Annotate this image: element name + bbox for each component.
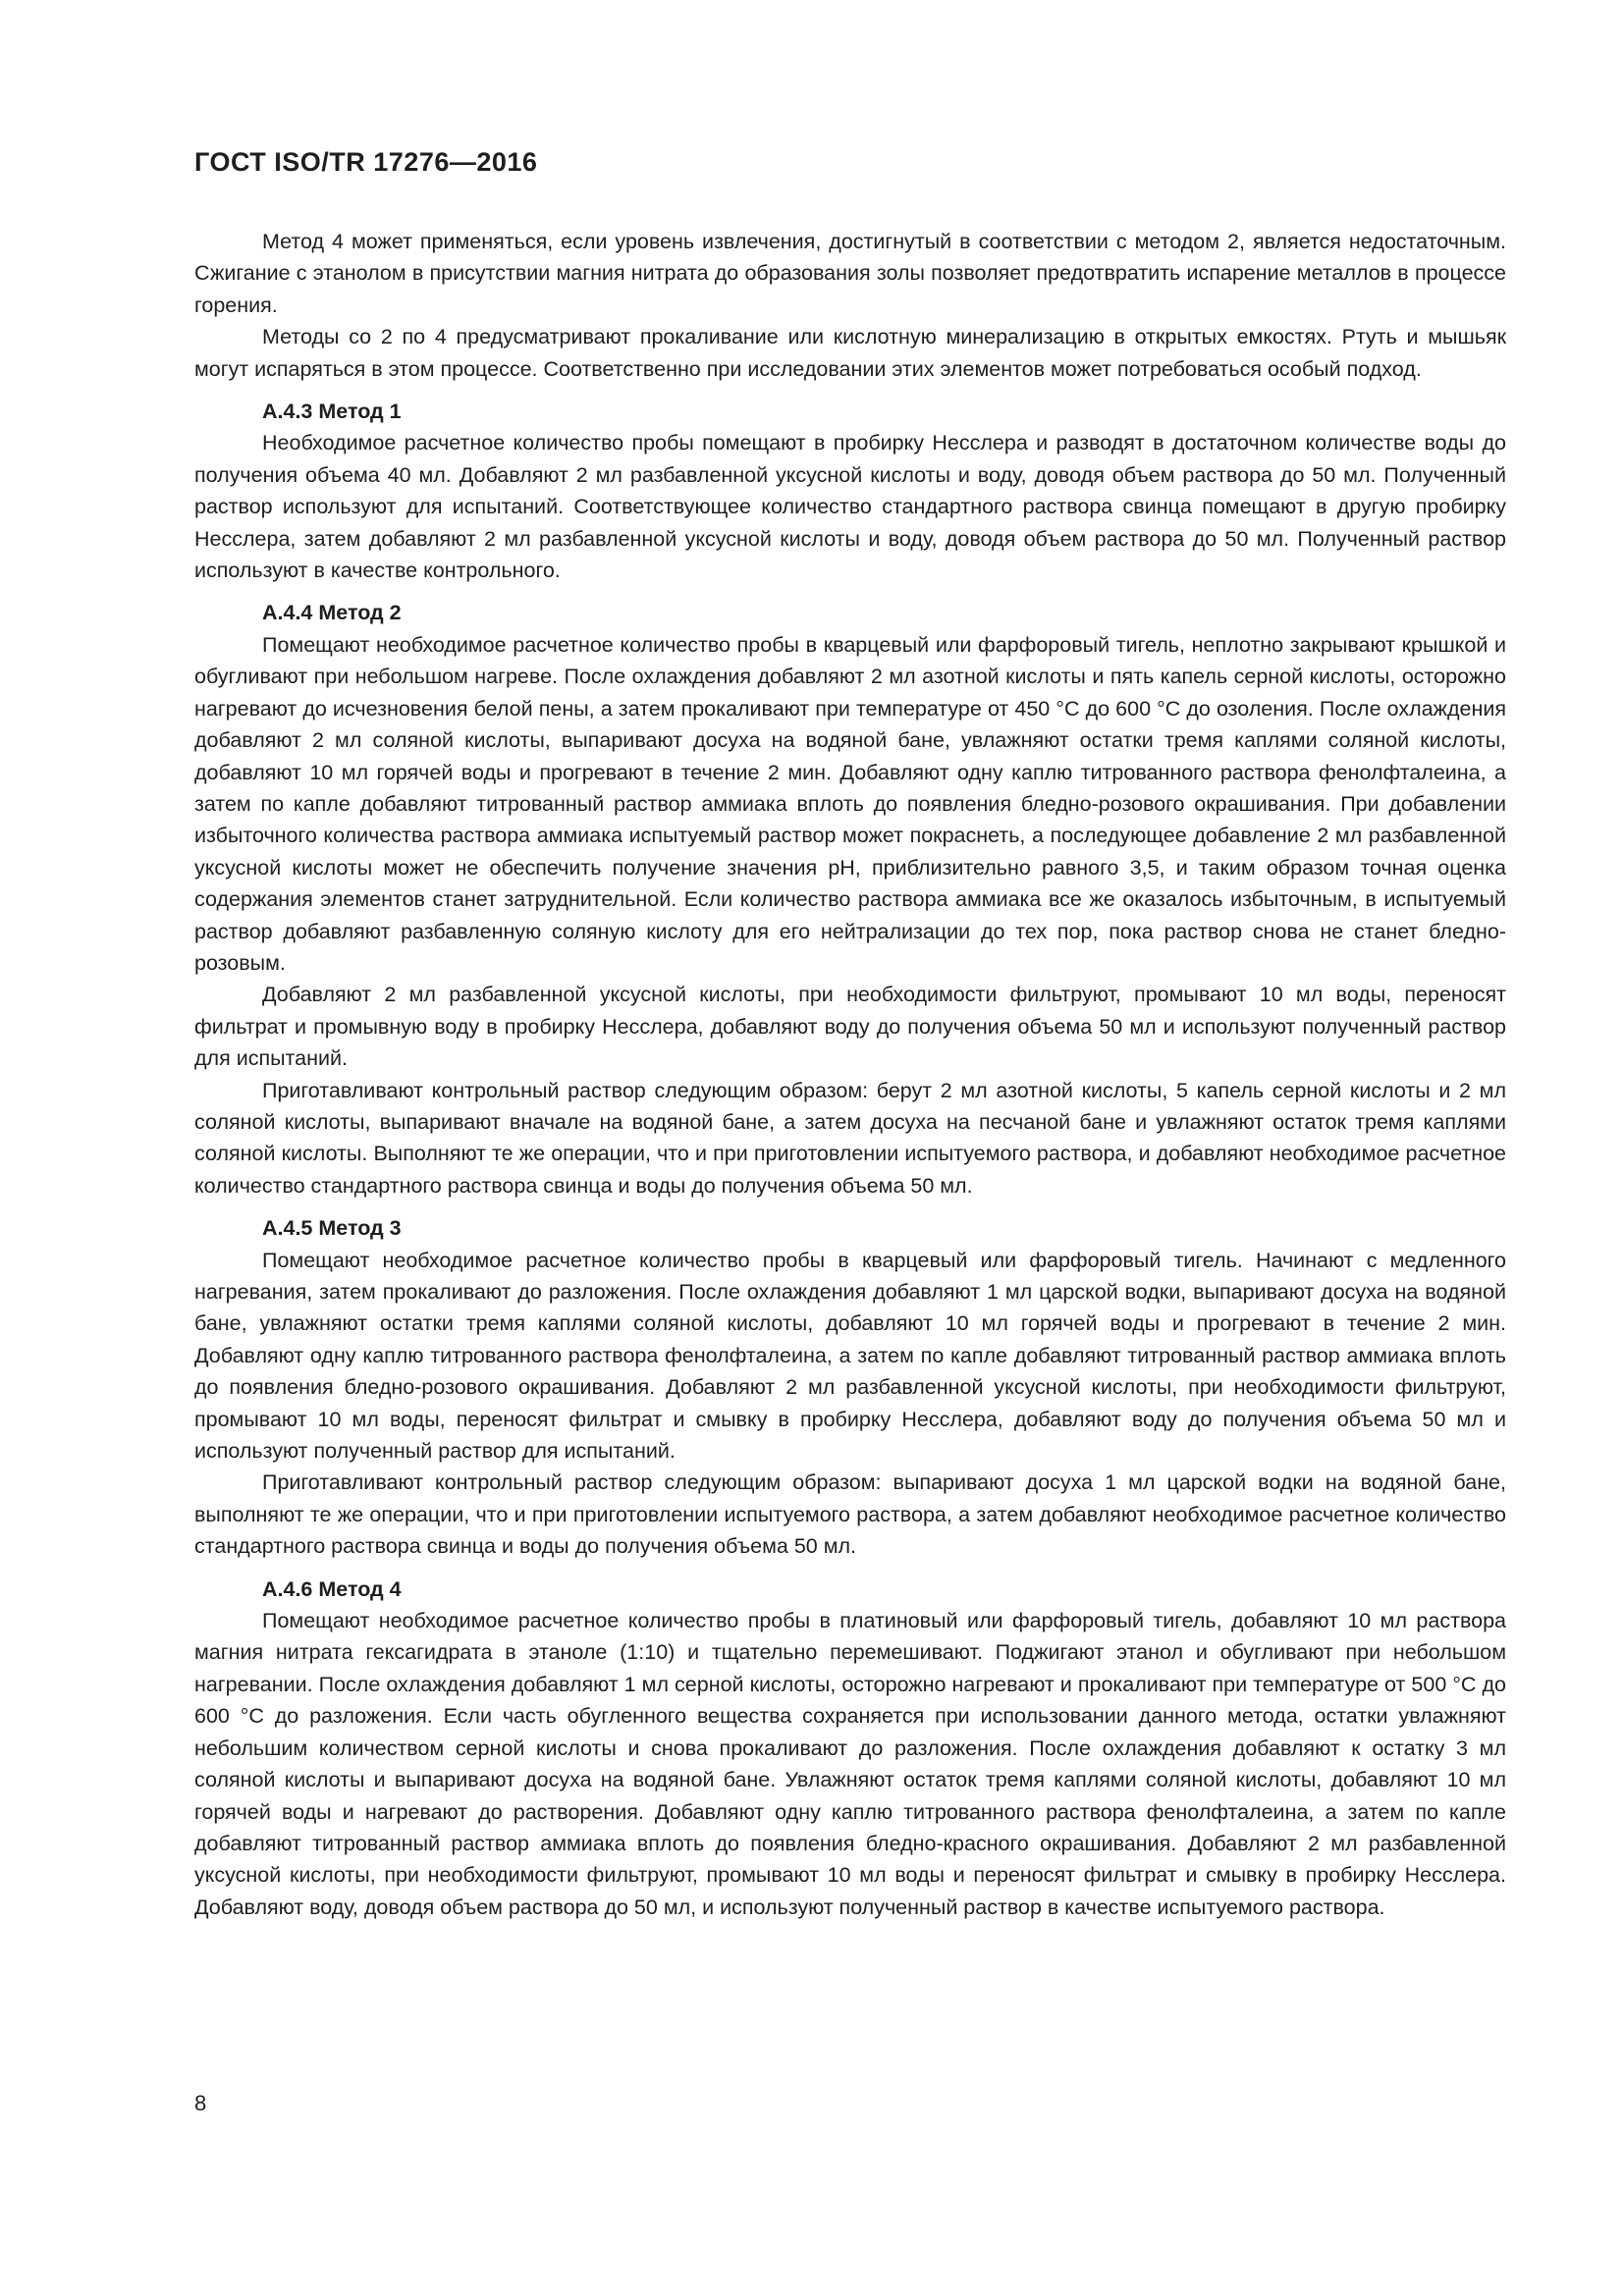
paragraph: Помещают необходимое расчетное количество пробы в платиновый или фарфоровый тигель, добавляют 10 мл раствора магния нитрата гексагидрата в этаноле (1:10) и тщательно перемешивают. Поджигают этанол и обугливают при небольшом нагревании. После охлаждения добавляют 1 мл серной кислоты, осторожно нагревают и прокаливают при температуре от 500 °С до 600 °С до разложения. Если часть обугленного вещества сохраняется при использовании данного метода, остатки увлажняют небольшим количеством серной кислоты и снова прокаливают до разложения. После охлаждения добавляют к остатку 3 мл соляной кислоты и выпаривают досуха на водяной бане. Увлажняют остаток тремя каплями соляной кислоты, добавляют 10 мл горячей воды и нагревают до растворения. Добавляют одну каплю титрованного раствора фенолфталеина, а затем по капле добавляют титрованный раствор аммиака вплоть до появления бледно-красного окрашивания. Добавляют 2 мл разбавленной уксусной кислоты, при необходимости фильтруют, промывают 10 мл воды и переносят фильтрат и смывку в пробирку Несслера. Добавляют воду, доводя объем раствора до 50 мл, и используют полученный раствор в качестве испытуемого раствора. bbox=[194, 1609, 1506, 1919]
paragraph: Помещают необходимое расчетное количество пробы в кварцевый или фарфоровый тигель. Начинают с медленного нагревания, затем прокаливают до разложения. После охлаждения добавляют 1 мл царской водки, выпаривают досуха на водяной бане, увлажняют остатки тремя каплями соляной кислоты, добавляют 10 мл горячей воды и прогревают в течение 2 мин. Добавляют одну каплю титрованного раствора фенолфталеина, а затем по капле добавляют титрованный раствор аммиака вплоть до появления бледно-розового окрашивания. Добавляют 2 мл разбавленной уксусной кислоты, при необходимости фильтруют, промывают 10 мл воды, переносят фильтрат и смывку в пробирку Несслера, добавляют воду до получения объема 50 мл и используют полученный раствор для испытаний. bbox=[194, 1248, 1506, 1464]
page-number: 8 bbox=[194, 2091, 207, 2115]
paragraph: Приготавливают контрольный раствор следующим образом: выпаривают досуха 1 мл царской водки на водяной бане, выполняют те же операции, что и при приготовлении испытуемого раствора, а затем добавляют необходимое расчетное количество стандартного раствора свинца и воды до получения объема 50 мл. bbox=[194, 1470, 1506, 1559]
section-heading-method-4: А.4.6 Метод 4 bbox=[262, 1576, 402, 1601]
paragraph: Добавляют 2 мл разбавленной уксусной кислоты, при необходимости фильтруют, промывают 10 мл воды, переносят фильтрат и промывную воду в пробирку Несслера, добавляют воду до получения объема 50 мл и используют полученный раствор для испытаний. bbox=[194, 983, 1506, 1071]
document-header: ГОСТ ISO/TR 17276—2016 bbox=[194, 147, 538, 177]
paragraph: Приготавливают контрольный раствор следующим образом: берут 2 мл азотной кислоты, 5 капель серной кислоты и 2 мл соляной кислоты, выпаривают вначале на водяной бане, а затем досуха на песчаной бане и увлажняют остаток тремя каплями соляной кислоты. Выполняют те же операции, что и при приготовлении испытуемого раствора, и добавляют необходимое расчетное количество стандартного раствора свинца и воды до получения объема 50 мл. bbox=[194, 1078, 1506, 1198]
section-heading-method-1: А.4.3 Метод 1 bbox=[262, 400, 402, 424]
section-heading-method-2: А.4.4 Метод 2 bbox=[262, 601, 402, 625]
paragraph: Методы со 2 по 4 предусматривают прокаливание или кислотную минерализацию в открытых емкостях. Ртуть и мышьяк могут испаряться в этом процессе. Соответственно при исследовании этих элементов может потребоваться особый подход. bbox=[194, 325, 1506, 381]
paragraph: Метод 4 может применяться, если уровень извлечения, достигнутый в соответствии с методом 2, является недостаточным. Сжигание с этанолом в присутствии магния нитрата до образования золы позволяет предотвратить испарение металлов в процессе горения. bbox=[194, 230, 1506, 317]
section-heading-method-3: А.4.5 Метод 3 bbox=[262, 1216, 402, 1241]
document-body bbox=[194, 226, 1506, 1923]
paragraph: Необходимое расчетное количество пробы помещают в пробирку Несслера и разводят в достаточном количестве воды до получения объема 40 мл. Добавляют 2 мл разбавленной уксусной кислоты и воду, доводя объем раствора до 50 мл. Полученный раствор используют для испытаний. Соответствующее количество стандартного раствора свинца помещают в другую пробирку Несслера, затем добавляют 2 мл разбавленной уксусной кислоты и воду, доводя объем раствора до 50 мл. Полученный раствор используют в качестве контрольного. bbox=[194, 431, 1506, 583]
paragraph: Помещают необходимое расчетное количество пробы в кварцевый или фарфоровый тигель, неплотно закрывают крышкой и обугливают при небольшом нагреве. После охлаждения добавляют 2 мл азотной кислоты и пять капель серной кислоты, осторожно нагревают до исчезновения белой пены, а затем прокаливают при температуре от 450 °С до 600 °С до озоления. После охлаждения добавляют 2 мл соляной кислоты, выпаривают досуха на водяной бане, увлажняют остатки тремя каплями соляной кислоты, добавляют 10 мл горячей воды и прогревают в течение 2 мин. Добавляют одну каплю титрованного раствора фенолфталеина, а затем по капле добавляют титрованный раствор аммиака вплоть до появления бледно-розового окрашивания. При добавлении избыточного количества раствора аммиака испытуемый раствор может покраснеть, а последующее добавление 2 мл разбавленной уксусной кислоты может не обеспечить получение значения рН, приблизительно равного 3,5, и таким образом точная оценка содержания элементов станет затруднительной. Если количество раствора аммиака все же оказалось избыточным, в испытуемый раствор добавляют разбавленную соляную кислоту для его нейтрализации до тех пор, пока раствор снова не станет бледно-розовым. bbox=[194, 632, 1506, 975]
